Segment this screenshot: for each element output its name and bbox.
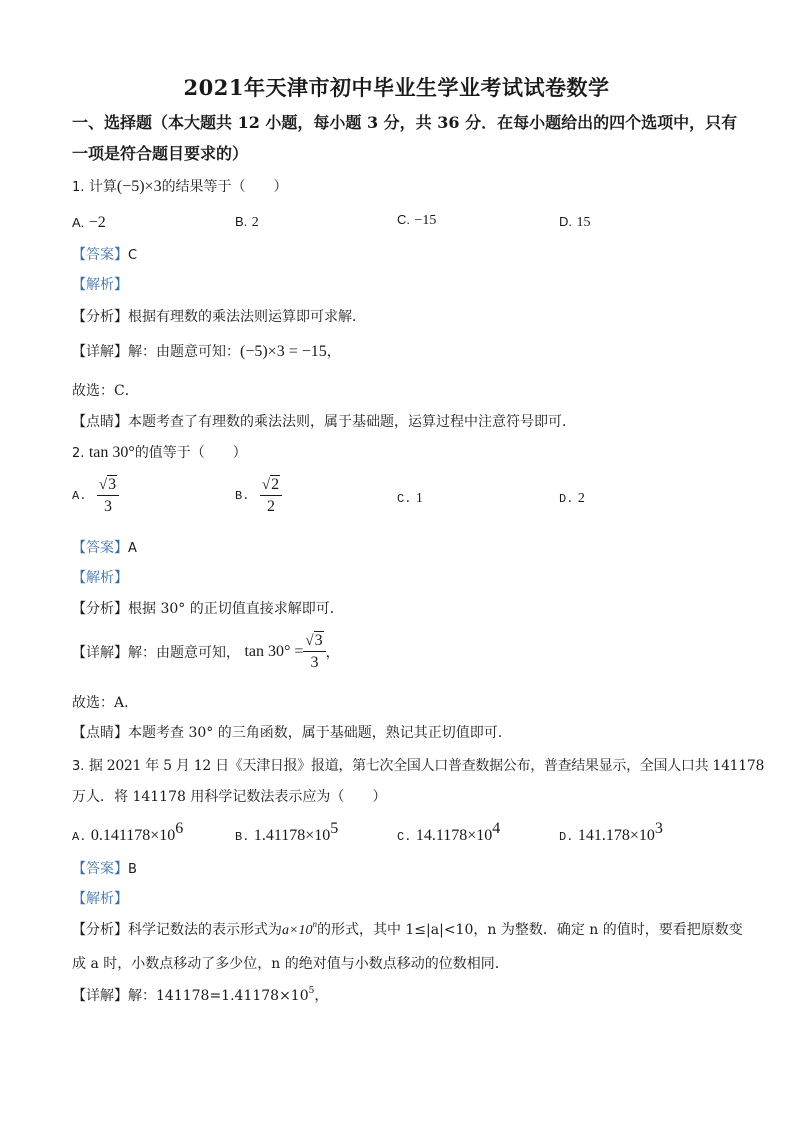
choice-line: 故选：A． bbox=[72, 695, 139, 711]
option-c: C. $14.1178\times 10^4$ bbox=[397, 820, 501, 844]
answer-line bbox=[72, 244, 137, 264]
section-heading-line1: 一、选择题（本大题共 12 小题，每小题 3 分，共 36 分．在每小题给出的四个选项中，只有 bbox=[72, 113, 738, 132]
option-c: C. 1 bbox=[397, 491, 423, 506]
fraction: $\frac{√2}{2}$ bbox=[260, 476, 282, 516]
option-a: A. $\frac{√3}{3}$ bbox=[72, 476, 119, 516]
fenxi-label: 【分析】 bbox=[72, 601, 128, 617]
option-a: A. −2 bbox=[72, 214, 106, 231]
sqrt-icon: √3 bbox=[98, 476, 117, 493]
question-3-stem-line2: 万人．将 141178 用科学记数法表示应为（ ） bbox=[72, 789, 387, 805]
option-c: C. −15 bbox=[397, 212, 437, 228]
question-number: 1. bbox=[72, 180, 85, 195]
analysis-label: 【解析】 bbox=[72, 570, 128, 586]
fenxi-line: 【分析】根据有理数的乘法法则运算即可求解． bbox=[72, 309, 366, 325]
question-3-stem-line1 bbox=[72, 755, 764, 775]
question-math: tan 30° bbox=[88, 444, 135, 461]
answer-value: B bbox=[128, 862, 137, 877]
dianjing-label: 【点睛】 bbox=[72, 414, 128, 430]
fenxi-line: 【分析】根据 30° 的正切值直接求解即可． bbox=[72, 601, 344, 617]
option-b: B. $1.41178\times 10^5$ bbox=[235, 820, 339, 844]
dianjing-label: 【点睛】 bbox=[72, 725, 128, 741]
answer-value: A bbox=[128, 541, 137, 556]
xiangjie-label: 【详解】 bbox=[72, 344, 128, 360]
dianjing-line: 【点睛】本题考查 30° 的三角函数，属于基础题，熟记其正切值即可． bbox=[72, 725, 512, 741]
sqrt-icon: √3 bbox=[305, 632, 323, 649]
answer-label: 【答案】 bbox=[72, 861, 128, 877]
question-1-stem bbox=[72, 176, 288, 196]
question-text-suffix: 的值等于（ ） bbox=[134, 445, 247, 461]
xiangjie-line: 【详解】解：$141178=1.41178\times 10^5$， bbox=[72, 986, 329, 1004]
xiangjie-line: 【详解】解：由题意可知， tan 30° = $\frac{√3}{3}$ ， bbox=[72, 632, 340, 671]
page-title: 2021年天津市初中毕业生学业考试试卷数学 bbox=[183, 75, 610, 100]
fraction: $\frac{√3}{3}$ bbox=[97, 476, 119, 516]
fenxi-line-1: 【分析】科学记数法的表示形式为$a\times 10^n$的形式，其中 1≤|a|<10，n 为整数．确定 n 的值时，要看把原数变 bbox=[72, 919, 743, 938]
option-a: A. $0.141178\times 10^6$ bbox=[72, 820, 184, 844]
answer-label: 【答案】 bbox=[72, 540, 128, 556]
sqrt-icon: √2 bbox=[261, 476, 280, 493]
question-number: 2. bbox=[72, 446, 85, 461]
xiangjie-label: 【详解】 bbox=[72, 988, 128, 1004]
choice-line: 故选：C． bbox=[72, 383, 139, 399]
option-b: B. 2 bbox=[235, 214, 259, 230]
answer-label: 【答案】 bbox=[72, 247, 128, 263]
xiangjie-label: 【详解】 bbox=[72, 645, 128, 661]
analysis-label: 【解析】 bbox=[72, 891, 128, 907]
question-number: 3. bbox=[72, 759, 85, 774]
dianjing-line: 【点睛】本题考查了有理数的乘法法则，属于基础题，运算过程中注意符号即可． bbox=[72, 414, 576, 430]
question-math: (−5)×3 bbox=[116, 178, 162, 195]
answer-line bbox=[72, 537, 137, 557]
option-d: D. $141.178\times 10^3$ bbox=[559, 820, 663, 844]
answer-value: C bbox=[128, 248, 138, 263]
option-b: B. $\frac{√2}{2}$ bbox=[235, 476, 282, 516]
answer-line bbox=[72, 858, 137, 878]
question-2-stem bbox=[72, 442, 247, 462]
question-text: 计算 bbox=[88, 179, 117, 195]
xiangjie-line: 【详解】解：由题意可知：(−5)×3 = −15， bbox=[72, 343, 341, 360]
fenxi-label: 【分析】 bbox=[72, 922, 128, 938]
fenxi-label: 【分析】 bbox=[72, 309, 128, 325]
fraction: $\frac{√3}{3}$ bbox=[303, 632, 325, 672]
fenxi-line-2: 成 a 时，小数点移动了多少位，n 的绝对值与小数点移动的位数相同． bbox=[72, 956, 509, 972]
question-text: 据 2021 年 5 月 12 日《天津日报》报道，第七次全国人口普查数据公布，普查结果显示，全国人口共 141178 bbox=[88, 758, 765, 774]
section-heading-line2: 一项是符合题目要求的） bbox=[72, 144, 249, 163]
analysis-label: 【解析】 bbox=[72, 277, 128, 293]
option-d: D. 15 bbox=[559, 214, 591, 230]
question-text-suffix: 的结果等于（ ） bbox=[161, 179, 288, 195]
option-d: D. 2 bbox=[559, 491, 585, 506]
